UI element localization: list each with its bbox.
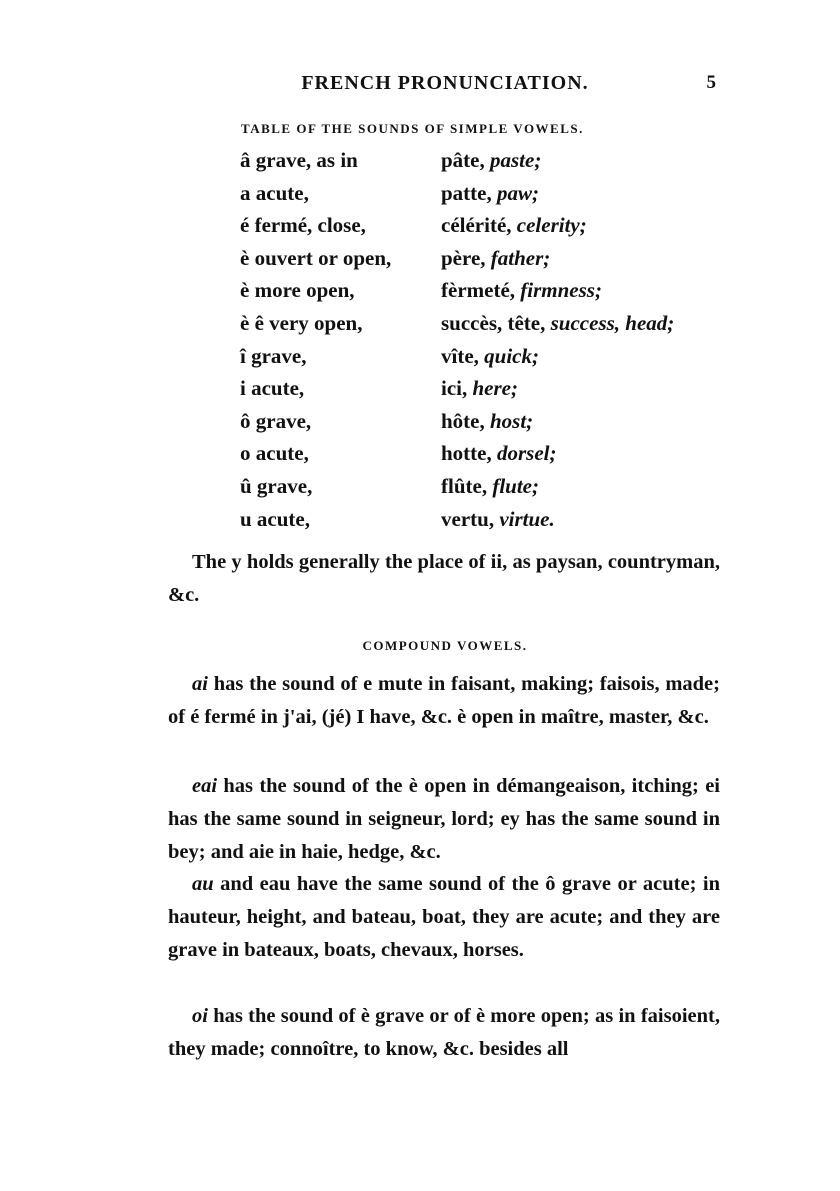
paragraph-oi bbox=[168, 1000, 720, 1066]
example-word: flûte, bbox=[441, 473, 493, 498]
paragraph-text: and eau have the same sound of the ô grave or acute; in hauteur, height, and bateau, boat, they are acute; and they are grave in bateaux, boats, chevaux, horses. bbox=[168, 873, 720, 961]
paragraph-lead: oi bbox=[192, 1005, 208, 1027]
vowel-example bbox=[441, 213, 587, 238]
vowel-row bbox=[240, 213, 740, 246]
vowel-label: è ê very open, bbox=[240, 310, 363, 335]
english-gloss: success, head; bbox=[550, 310, 675, 335]
vowel-example bbox=[441, 181, 539, 206]
y-note-paragraph: The y holds generally the place of ii, as paysan, countryman, &c. bbox=[168, 551, 720, 606]
vowel-row bbox=[240, 376, 740, 409]
vowel-example bbox=[441, 409, 533, 434]
vowel-label: o acute, bbox=[240, 441, 309, 466]
vowel-label: i acute, bbox=[240, 376, 305, 401]
example-word: père, bbox=[441, 245, 491, 270]
vowel-label: è more open, bbox=[240, 278, 355, 303]
vowel-example bbox=[441, 278, 602, 303]
paragraph-text: has the sound of è grave or of è more open; as in faisoient, they made; connoître, to know, &c. besides all bbox=[168, 1005, 720, 1060]
vowel-example bbox=[441, 148, 541, 173]
vowel-row bbox=[240, 311, 740, 344]
page-header bbox=[170, 72, 720, 106]
vowel-label: û grave, bbox=[240, 473, 313, 498]
english-gloss: firmness; bbox=[520, 278, 602, 303]
vowel-example bbox=[441, 507, 555, 532]
paragraph-au bbox=[168, 868, 720, 966]
vowel-row bbox=[240, 344, 740, 377]
english-gloss: paste; bbox=[490, 148, 542, 172]
example-word: ici, bbox=[441, 376, 473, 401]
vowel-label: î grave, bbox=[240, 343, 307, 368]
example-word: patte, bbox=[441, 180, 497, 205]
vowel-example bbox=[441, 474, 539, 499]
vowel-label: u acute, bbox=[240, 506, 310, 531]
table-heading: TABLE OF THE SOUNDS OF SIMPLE VOWELS. bbox=[241, 121, 584, 136]
vowel-label: â grave, as in bbox=[240, 148, 358, 172]
vowel-label: é fermé, close, bbox=[240, 213, 366, 238]
paragraph-lead: au bbox=[192, 873, 214, 895]
example-word: hôte, bbox=[441, 408, 490, 433]
vowel-example bbox=[441, 344, 539, 369]
english-gloss: dorsel; bbox=[497, 441, 557, 466]
vowel-row bbox=[240, 474, 740, 507]
vowel-example bbox=[441, 311, 674, 336]
vowel-table bbox=[240, 148, 740, 539]
paragraph-text: has the sound of the è open in démangeaison, itching; ei has the same sound in seigneur, lord; ey has the same sound in bey; and aie in haie, hedge, &c. bbox=[168, 775, 720, 863]
english-gloss: celerity; bbox=[516, 213, 587, 238]
running-title: FRENCH PRONUNCIATION. bbox=[301, 72, 589, 94]
vowel-row bbox=[240, 181, 740, 214]
page-number: 5 bbox=[706, 72, 716, 93]
paragraph-text: has the sound of e mute in faisant, making; faisois, made; of é fermé in j'ai, (jé) I have, &c. è open in maître, master, &c. bbox=[168, 673, 720, 728]
english-gloss: host; bbox=[490, 408, 534, 433]
english-gloss: virtue. bbox=[499, 506, 555, 531]
vowel-example bbox=[441, 441, 557, 466]
vowel-label: ô grave, bbox=[240, 408, 312, 433]
english-gloss: paw; bbox=[497, 180, 539, 205]
vowel-example bbox=[441, 246, 550, 271]
paragraph-ai bbox=[168, 668, 720, 734]
english-gloss: father; bbox=[490, 245, 551, 270]
vowel-row bbox=[240, 409, 740, 442]
example-word: pâte, bbox=[441, 148, 490, 172]
vowel-row bbox=[240, 507, 740, 540]
example-word: vertu, bbox=[441, 506, 500, 531]
example-word: fèrmeté, bbox=[441, 278, 521, 303]
example-word: succès, tête, bbox=[441, 310, 551, 335]
english-gloss: quick; bbox=[484, 343, 539, 368]
paragraph-lead: ai bbox=[192, 673, 208, 695]
example-word: hotte, bbox=[441, 441, 497, 466]
vowel-row bbox=[240, 246, 740, 279]
vowel-row bbox=[240, 441, 740, 474]
vowel-label: è ouvert or open, bbox=[240, 245, 392, 270]
example-word: célérité, bbox=[441, 213, 517, 238]
vowel-label: a acute, bbox=[240, 180, 309, 205]
vowel-row bbox=[240, 148, 740, 181]
example-word: vîte, bbox=[441, 343, 485, 368]
vowel-example bbox=[441, 376, 518, 401]
english-gloss: flute; bbox=[492, 473, 539, 498]
vowel-row bbox=[240, 278, 740, 311]
compound-vowels-heading: COMPOUND VOWELS. bbox=[362, 638, 528, 653]
paragraph-eai bbox=[168, 770, 720, 868]
paragraph-lead: eai bbox=[192, 775, 218, 797]
english-gloss: here; bbox=[472, 376, 518, 401]
